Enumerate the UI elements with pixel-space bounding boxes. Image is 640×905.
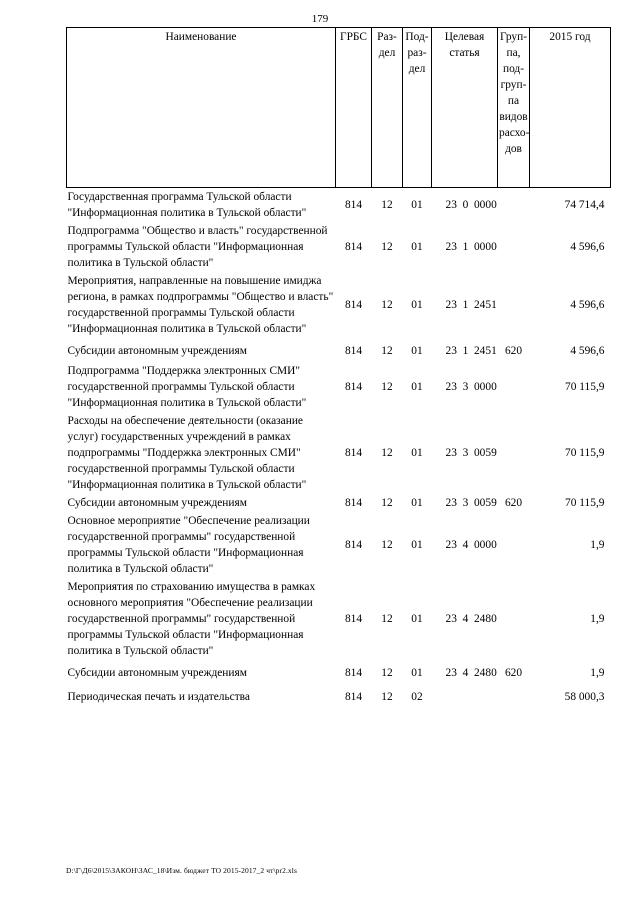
row-razdel: 12 — [381, 199, 393, 211]
row-grbs: 814 — [344, 299, 363, 311]
table-header-row — [67, 28, 611, 188]
table-row — [67, 188, 611, 223]
row-group — [498, 222, 530, 272]
row-grbs: 814 — [344, 199, 363, 211]
table-row — [67, 578, 611, 660]
row-name: Периодическая печать и издательства — [67, 691, 250, 703]
row-group — [498, 188, 530, 223]
row-grbs: 814 — [344, 447, 363, 459]
row-podrazdel: 01 — [411, 613, 423, 625]
budget-table — [66, 27, 611, 708]
row-target: 23 3 0000 — [445, 381, 497, 393]
header-group: Груп- па, под- груп- па видов расхо- дов — [498, 28, 530, 188]
row-podrazdel: 01 — [411, 381, 423, 393]
table-row — [67, 272, 611, 338]
table-row — [67, 338, 611, 362]
header-year: 2015 год — [530, 28, 611, 188]
row-sum: 70 115,9 — [565, 497, 605, 509]
row-target: 23 1 0000 — [445, 241, 497, 253]
row-name: Подпрограмма "Общество и власть" государственной программы Тульской области "Информационная политика в Тульской области" — [67, 225, 328, 269]
header-target: Целевая статья — [432, 28, 498, 188]
row-group — [498, 412, 530, 494]
row-podrazdel: 01 — [411, 199, 423, 211]
table-row — [67, 660, 611, 684]
row-target: 23 3 0059 — [445, 497, 497, 509]
row-name: Мероприятия по страхованию имущества в рамках основного мероприятия "Обеспечение реализации государственной программы" государственной программы Тульской области "Информационная политика в Тульской области" — [67, 581, 316, 657]
row-podrazdel: 02 — [411, 691, 423, 703]
row-group: 620 — [504, 497, 523, 509]
row-razdel: 12 — [381, 299, 393, 311]
row-razdel: 12 — [381, 345, 393, 357]
row-sum: 1,9 — [590, 539, 605, 551]
row-podrazdel: 01 — [411, 539, 423, 551]
row-grbs: 814 — [344, 241, 363, 253]
row-target: 23 0 0000 — [445, 199, 497, 211]
row-name: Субсидии автономным учреждениям — [67, 345, 247, 357]
row-podrazdel: 01 — [411, 345, 423, 357]
row-group — [498, 272, 530, 338]
header-razdel: Раз- дел — [372, 28, 403, 188]
table-row — [67, 412, 611, 494]
row-razdel: 12 — [381, 613, 393, 625]
row-group: 620 — [504, 667, 523, 679]
row-razdel: 12 — [381, 667, 393, 679]
row-name: Субсидии автономным учреждениям — [67, 497, 247, 509]
row-group — [498, 362, 530, 412]
row-podrazdel: 01 — [411, 447, 423, 459]
table-row — [67, 222, 611, 272]
row-razdel: 12 — [381, 691, 393, 703]
row-grbs: 814 — [344, 667, 363, 679]
header-grbs: ГРБС — [336, 28, 372, 188]
header-podrazdel: Под- раз- дел — [403, 28, 432, 188]
row-name: Субсидии автономным учреждениям — [67, 667, 247, 679]
row-podrazdel: 01 — [411, 497, 423, 509]
row-target: 23 1 2451 — [445, 345, 497, 357]
row-grbs: 814 — [344, 539, 363, 551]
row-podrazdel: 01 — [411, 241, 423, 253]
row-sum: 58 000,3 — [564, 691, 605, 703]
row-podrazdel: 01 — [411, 667, 423, 679]
page-number: 179 — [311, 13, 329, 25]
row-name: Государственная программа Тульской области "Информационная политика в Тульской области" — [67, 191, 307, 219]
table-body — [67, 188, 611, 709]
row-group — [498, 578, 530, 660]
row-target: 23 4 0000 — [445, 539, 497, 551]
row-sum: 4 596,6 — [570, 241, 605, 253]
row-target: 23 4 2480 — [445, 667, 497, 679]
row-sum: 1,9 — [590, 667, 605, 679]
file-path-footer: D:\Г\Д6\2015\ЗАКОН\ЗАС_18\Изм. бюджет ТО 2015-2017_2 чт\pr2.xls — [66, 866, 297, 875]
row-grbs: 814 — [344, 345, 363, 357]
row-grbs: 814 — [344, 497, 363, 509]
table-row — [67, 512, 611, 578]
row-group — [498, 512, 530, 578]
row-sum: 4 596,6 — [570, 299, 605, 311]
row-razdel: 12 — [381, 539, 393, 551]
row-name: Подпрограмма "Поддержка электронных СМИ" государственной программы Тульской области "Информационная политика в Тульской области" — [67, 365, 307, 409]
header-name: Наименование — [67, 28, 336, 188]
row-sum: 70 115,9 — [565, 447, 605, 459]
row-group — [498, 684, 530, 708]
row-target: 23 3 0059 — [445, 447, 497, 459]
row-podrazdel: 01 — [411, 299, 423, 311]
table-row — [67, 684, 611, 708]
row-grbs: 814 — [344, 613, 363, 625]
row-name: Основное мероприятие "Обеспечение реализации государственной программы" государственной программы Тульской области "Информационная политика в Тульской области" — [67, 515, 310, 575]
row-name: Мероприятия, направленные на повышение имиджа региона, в рамках подпрограммы "Общество и власть" государственной программы Тульской области "Информационная политика в Тульской области" — [67, 275, 334, 335]
row-razdel: 12 — [381, 497, 393, 509]
row-razdel: 12 — [381, 241, 393, 253]
row-sum: 70 115,9 — [565, 381, 605, 393]
row-name: Расходы на обеспечение деятельности (оказание услуг) государственных учреждений в рамках подпрограммы "Поддержка электронных СМИ" государственной программы Тульской области "Информационная политика в Тульской области" — [67, 415, 307, 491]
row-group: 620 — [504, 345, 523, 357]
row-razdel: 12 — [381, 381, 393, 393]
row-target — [432, 684, 498, 708]
row-grbs: 814 — [344, 691, 363, 703]
row-sum: 74 714,4 — [564, 199, 605, 211]
row-grbs: 814 — [344, 381, 363, 393]
table-row — [67, 494, 611, 512]
row-target: 23 4 2480 — [445, 613, 497, 625]
row-razdel: 12 — [381, 447, 393, 459]
table-row — [67, 362, 611, 412]
row-sum: 4 596,6 — [570, 345, 605, 357]
row-target: 23 1 2451 — [445, 299, 497, 311]
row-sum: 1,9 — [590, 613, 605, 625]
